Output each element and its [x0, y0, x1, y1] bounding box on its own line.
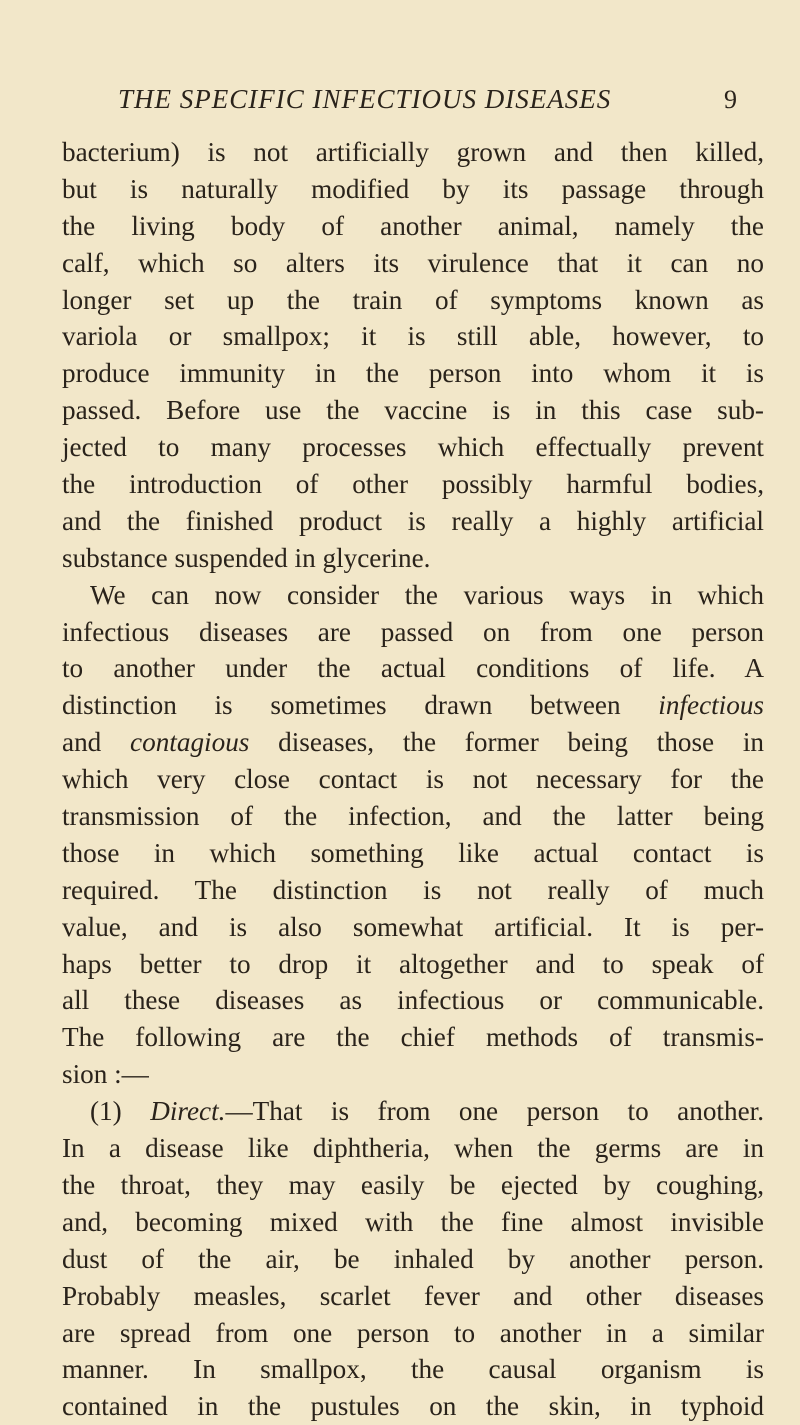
text-run: —That is from one person to another. — [225, 1096, 764, 1127]
text-line: sion :— — [62, 1059, 149, 1090]
italic-term-infectious: infectious — [658, 690, 765, 721]
text-line: In a disease like diphtheria, when the germs are in — [62, 1133, 764, 1164]
text-line: haps better to drop it altogether and to speak of — [62, 948, 764, 979]
text-line: to another under the actual conditions of life. A — [62, 653, 764, 684]
text-line: bacterium) is not artificially grown and then killed, — [62, 137, 764, 167]
page-number: 9 — [724, 85, 738, 114]
text-line: infectious diseases are passed on from one person — [62, 616, 764, 647]
text-line: We can now consider the various ways in which — [90, 579, 764, 610]
text-line: value, and is also somewhat artificial. It is per- — [62, 911, 764, 942]
running-head — [118, 86, 738, 113]
text-line: calf, which so alters its virulence that it can no — [62, 247, 764, 278]
text-line: Probably measles, scarlet fever and other diseases — [62, 1280, 764, 1311]
text-line: which very close contact is not necessary for the — [62, 764, 764, 795]
text-line: all these diseases as infectious or communicable. — [62, 985, 764, 1016]
text-line: substance suspended in glycerine. — [62, 542, 431, 573]
body-text — [62, 134, 764, 1425]
text-line — [62, 724, 764, 761]
text-line: jected to many processes which effectually prevent — [62, 432, 764, 463]
text-run: and — [62, 727, 102, 758]
text-line: transmission of the infection, and the latter being — [62, 801, 764, 832]
text-line — [62, 687, 764, 724]
text-line: manner. In smallpox, the causal organism is — [62, 1354, 764, 1385]
text-line: those in which something like actual contact is — [62, 837, 764, 868]
text-line: variola or smallpox; it is still able, however, to — [62, 321, 764, 352]
text-line: and the finished product is really a highly artificial — [62, 505, 764, 536]
text-line: required. The distinction is not really of much — [62, 874, 764, 905]
text-run: distinction is sometimes drawn between — [62, 690, 621, 721]
text-line: but is naturally modified by its passage through — [62, 173, 764, 204]
running-title: THE SPECIFIC INFECTIOUS DISEASES — [118, 84, 612, 114]
text-line — [62, 1093, 764, 1130]
list-marker: (1) — [90, 1096, 122, 1127]
italic-term-contagious: contagious — [130, 727, 250, 758]
text-line: contained in the pustules on the skin, in typhoid — [62, 1391, 764, 1422]
text-line: The following are the chief methods of transmis- — [62, 1022, 764, 1053]
text-line: the living body of another animal, namely the — [62, 210, 764, 241]
text-line: are spread from one person to another in a similar — [62, 1317, 764, 1348]
text-run: diseases, the former being those in — [278, 727, 765, 758]
text-line: the introduction of other possibly harmful bodies, — [62, 469, 764, 500]
text-line: the throat, they may easily be ejected by coughing, — [62, 1169, 764, 1200]
text-line: longer set up the train of symptoms known as — [62, 284, 764, 315]
italic-term-direct: Direct. — [150, 1096, 226, 1127]
text-line: and, becoming mixed with the fine almost invisible — [62, 1206, 764, 1237]
text-line: passed. Before use the vaccine is in this case sub- — [62, 395, 764, 426]
text-line: produce immunity in the person into whom it is — [62, 358, 764, 389]
text-line: dust of the air, be inhaled by another person. — [62, 1243, 764, 1274]
